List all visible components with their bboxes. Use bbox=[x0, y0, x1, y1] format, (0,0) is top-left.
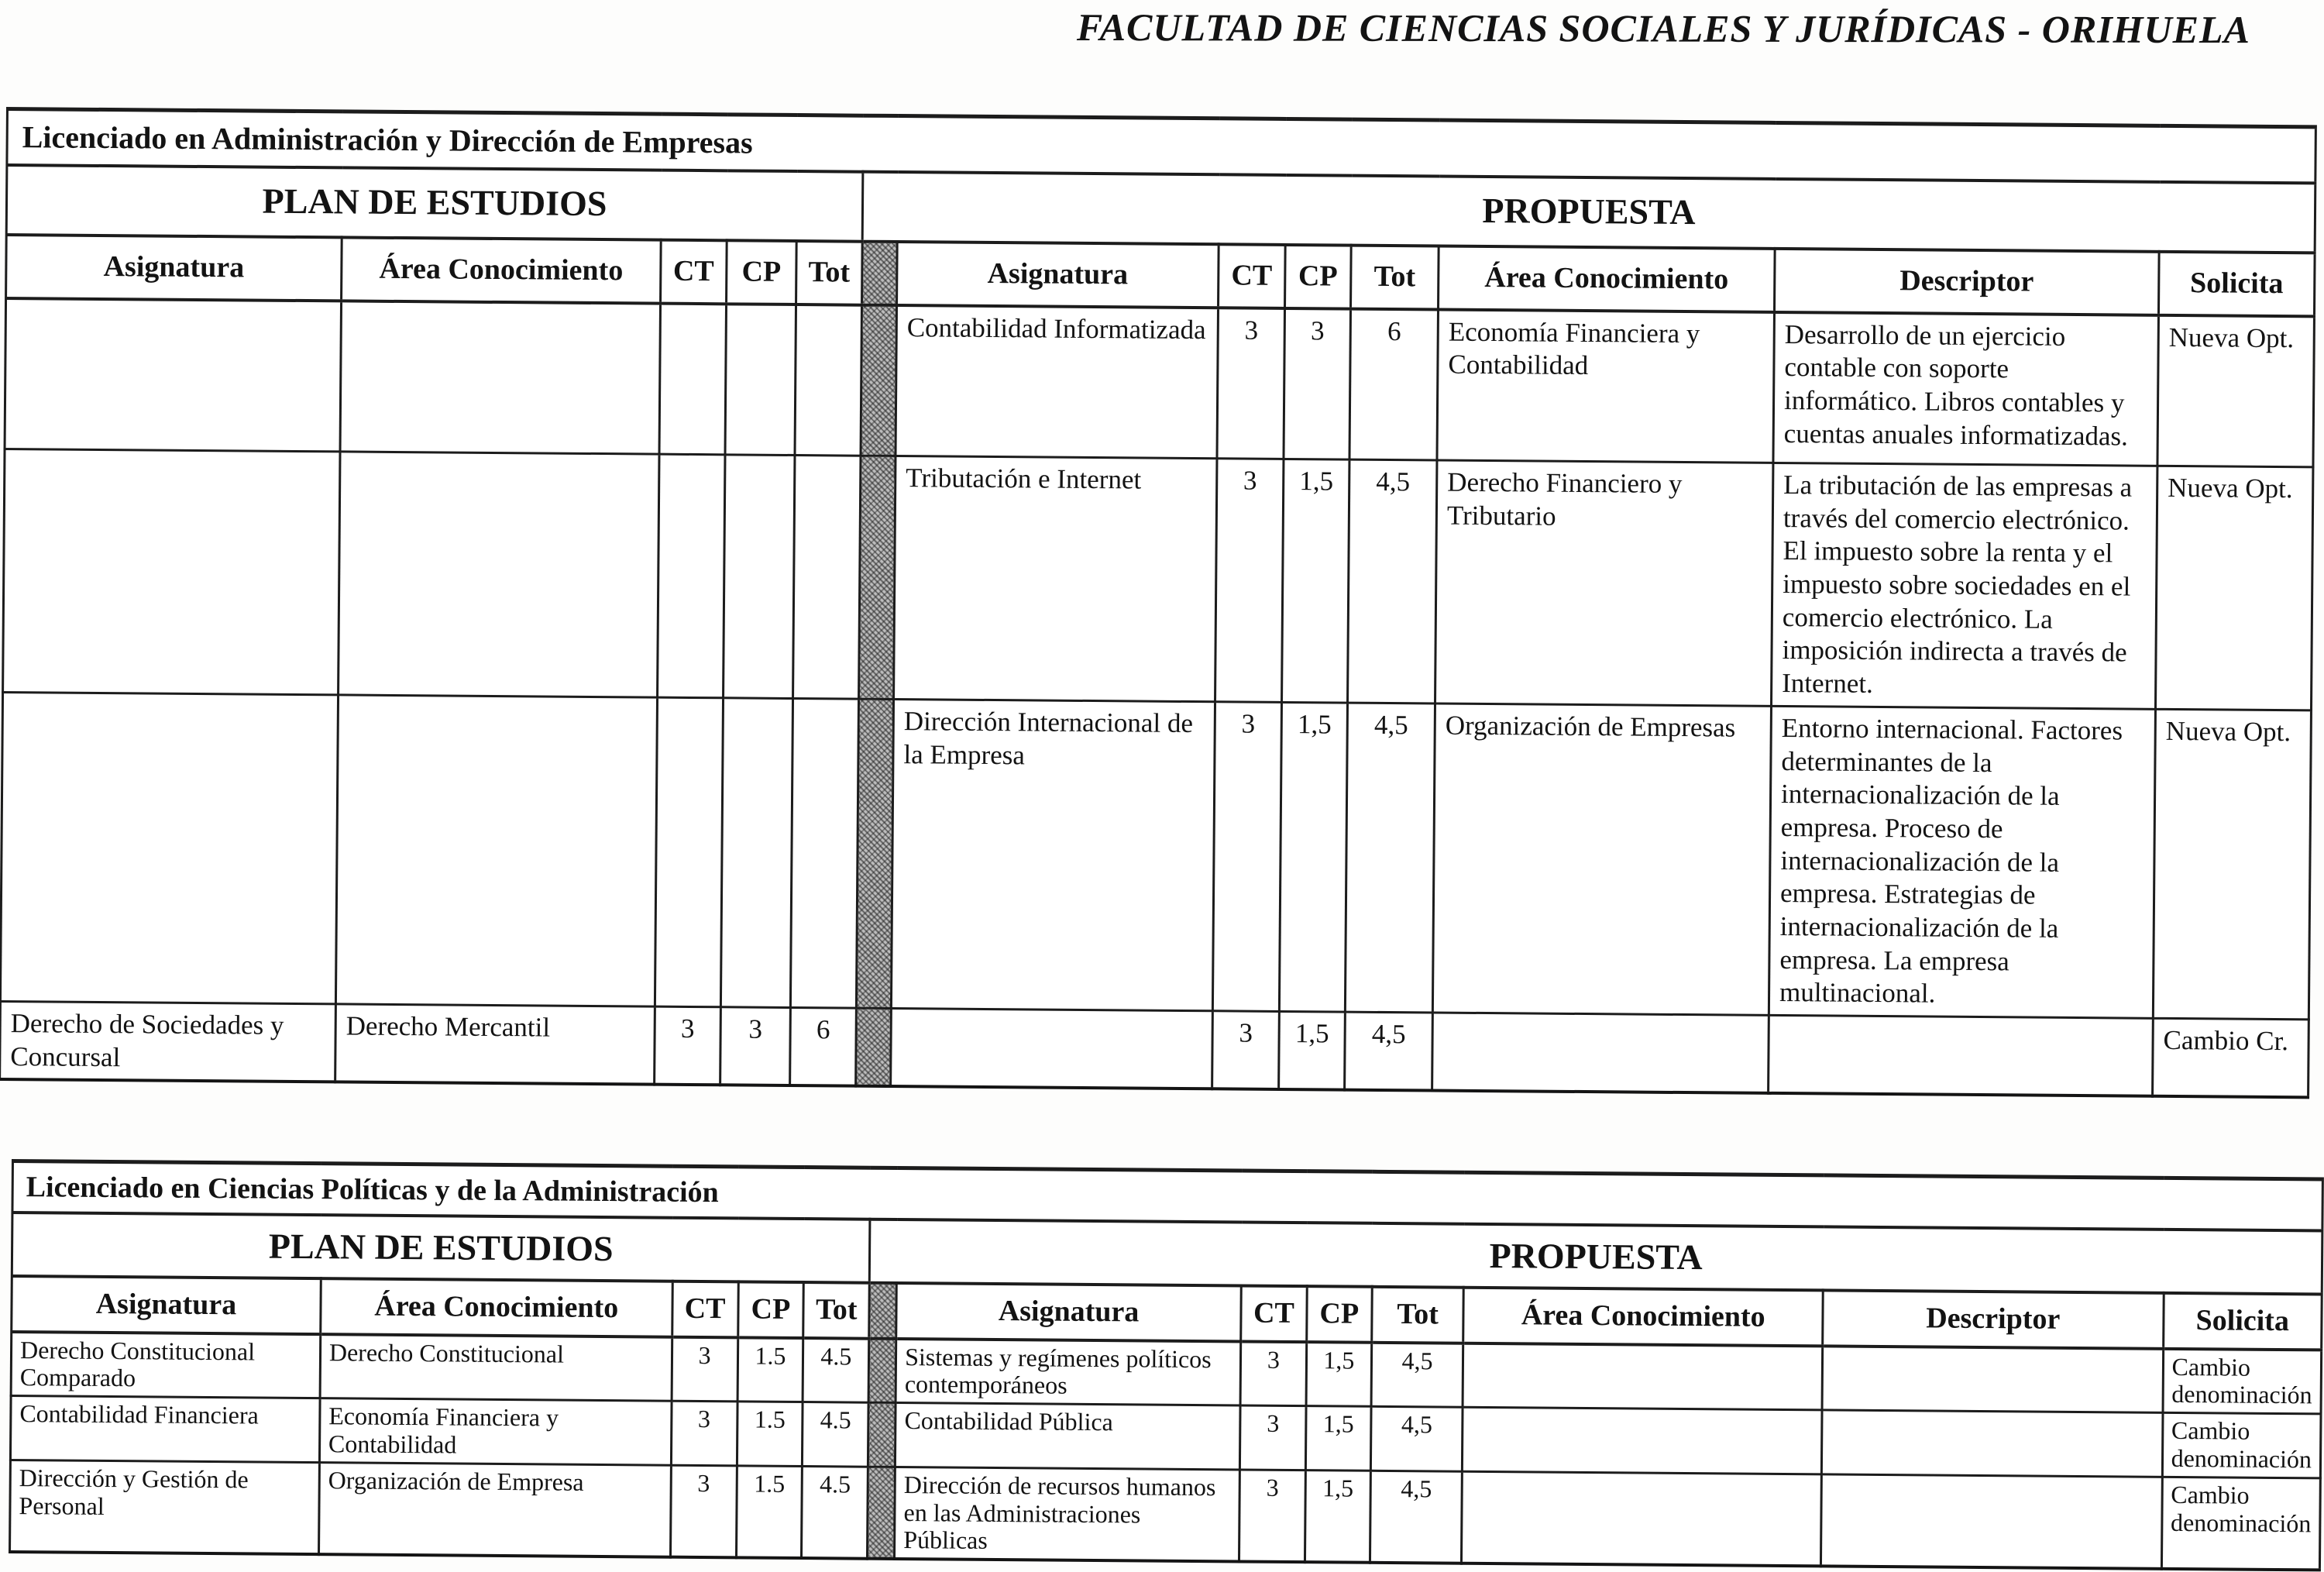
plan-ct-cell: 3 bbox=[670, 1465, 737, 1558]
degree-table-ciencias-politicas bbox=[9, 1159, 2324, 1572]
divider-strip bbox=[868, 1338, 896, 1402]
prop-cp-cell: 3 bbox=[1284, 308, 1351, 459]
prop-solicita-cell: Cambio denominación bbox=[2163, 1348, 2322, 1414]
prop-asignatura-cell: Contabilidad Pública bbox=[896, 1403, 1240, 1470]
divider-strip bbox=[862, 241, 898, 304]
plan-cp-header: CP bbox=[727, 240, 797, 304]
prop-tot-header: Tot bbox=[1351, 245, 1439, 309]
divider-strip bbox=[869, 1282, 896, 1338]
table-row bbox=[0, 692, 2311, 1020]
divider-strip bbox=[868, 1402, 896, 1467]
prop-descriptor-cell: La tributación de las empresas a través del comercio electrónico. El impuesto sobre la renta y el impuesto sobre sociedades en el comercio electrónico. La imposición indirecta a través de Internet. bbox=[1771, 463, 2157, 709]
table-1-wrapper bbox=[0, 107, 2317, 1099]
prop-cp-cell: 1,5 bbox=[1306, 1342, 1372, 1407]
plan-area-cell bbox=[335, 695, 657, 1006]
prop-tot-cell: 4,5 bbox=[1348, 459, 1437, 703]
prop-ct-header: CT bbox=[1241, 1285, 1307, 1342]
prop-solicita-header: Solicita bbox=[2158, 251, 2315, 316]
prop-area-cell bbox=[1432, 1013, 1769, 1093]
prop-descriptor-cell: Entorno internacional. Factores determinantes de la internacionalización de la empresa. Proceso de internacionalización de la empresa. Estrategias de internacionalización de la empresa. La empresa multinacional. bbox=[1769, 706, 2155, 1018]
prop-area-header: Área Conocimiento bbox=[1463, 1287, 1823, 1346]
plan-ct-header: CT bbox=[661, 239, 727, 304]
plan-asignatura-cell bbox=[0, 692, 338, 1004]
plan-cp-cell: 1.5 bbox=[737, 1402, 803, 1466]
prop-asignatura-cell: Dirección Internacional de la Empresa bbox=[891, 699, 1215, 1010]
prop-tot-cell: 4,5 bbox=[1370, 1471, 1463, 1563]
degree-title: Licenciado en Ciencias Políticas y de la Administración bbox=[12, 1161, 2322, 1230]
prop-solicita-cell: Cambio denominación bbox=[2162, 1412, 2321, 1477]
prop-area-cell: Organización de Empresas bbox=[1432, 703, 1771, 1016]
plan-asignatura-cell bbox=[5, 298, 342, 452]
divider-strip bbox=[868, 1467, 896, 1559]
plan-area-cell: Derecho Constitucional bbox=[320, 1334, 672, 1402]
prop-area-cell: Economía Financiera y Contabilidad bbox=[1437, 309, 1775, 463]
plan-ct-cell bbox=[658, 454, 725, 697]
plan-asignatura-cell: Derecho de Sociedades y Concursal bbox=[0, 1001, 335, 1082]
prop-ct-cell: 3 bbox=[1212, 702, 1281, 1012]
prop-tot-cell: 4,5 bbox=[1345, 703, 1435, 1013]
plan-cp-cell: 3 bbox=[720, 1007, 791, 1086]
prop-tot-cell: 4,5 bbox=[1345, 1012, 1433, 1091]
plan-area-cell: Derecho Mercantil bbox=[335, 1004, 655, 1085]
prop-cp-cell: 1,5 bbox=[1282, 459, 1349, 702]
prop-ct-cell: 3 bbox=[1239, 1405, 1306, 1470]
prop-solicita-cell: Nueva Opt. bbox=[2153, 709, 2311, 1020]
divider-strip bbox=[856, 1008, 892, 1086]
prop-descriptor-header: Descriptor bbox=[1774, 248, 2159, 315]
plan-ct-cell: 3 bbox=[671, 1401, 737, 1465]
plan-area-cell: Organización de Empresa bbox=[318, 1462, 671, 1557]
prop-area-cell bbox=[1462, 1471, 1822, 1567]
table-row bbox=[10, 1460, 2321, 1570]
table-row bbox=[5, 298, 2314, 467]
plan-area-cell: Economía Financiera y Contabilidad bbox=[319, 1398, 671, 1465]
plan-tot-header: Tot bbox=[803, 1282, 869, 1339]
prop-asignatura-cell bbox=[891, 1009, 1213, 1089]
prop-tot-header: Tot bbox=[1371, 1286, 1463, 1343]
divider-strip bbox=[856, 699, 893, 1009]
prop-cp-cell: 1,5 bbox=[1305, 1470, 1370, 1563]
prop-asignatura-header: Asignatura bbox=[897, 242, 1219, 308]
plan-area-cell bbox=[340, 301, 661, 454]
prop-ct-cell: 3 bbox=[1239, 1470, 1305, 1563]
divider-strip bbox=[861, 304, 897, 456]
plan-cp-cell bbox=[725, 304, 796, 456]
plan-asignatura-cell bbox=[3, 449, 340, 694]
propuesta-section-header: PROPUESTA bbox=[862, 171, 2315, 253]
plan-ct-header: CT bbox=[672, 1281, 737, 1337]
plan-tot-cell bbox=[793, 456, 861, 699]
plan-ct-cell bbox=[655, 697, 723, 1007]
divider-strip bbox=[859, 456, 896, 699]
prop-asignatura-header: Asignatura bbox=[896, 1282, 1241, 1340]
prop-cp-cell: 1,5 bbox=[1279, 1011, 1346, 1090]
plan-section-header: PLAN DE ESTUDIOS bbox=[6, 165, 863, 242]
prop-tot-cell: 4,5 bbox=[1371, 1342, 1463, 1407]
plan-tot-cell: 6 bbox=[790, 1007, 857, 1086]
prop-solicita-cell: Cambio Cr. bbox=[2153, 1018, 2309, 1097]
plan-area-cell bbox=[339, 452, 659, 697]
table-row bbox=[3, 449, 2313, 710]
plan-asignatura-cell: Contabilidad Financiera bbox=[10, 1396, 320, 1463]
plan-asignatura-header: Asignatura bbox=[6, 235, 342, 301]
prop-cp-header: CP bbox=[1307, 1286, 1372, 1343]
plan-area-header: Área Conocimiento bbox=[321, 1278, 672, 1337]
plan-asignatura-cell: Dirección y Gestión de Personal bbox=[10, 1460, 320, 1554]
prop-asignatura-cell: Tributación e Internet bbox=[894, 456, 1217, 702]
plan-cp-cell bbox=[720, 698, 792, 1008]
prop-cp-header: CP bbox=[1285, 244, 1352, 308]
plan-tot-cell bbox=[790, 698, 858, 1008]
plan-cp-cell bbox=[724, 455, 795, 699]
prop-cp-cell: 1,5 bbox=[1305, 1406, 1371, 1471]
prop-ct-cell: 3 bbox=[1212, 1011, 1280, 1090]
prop-descriptor-cell bbox=[1821, 1410, 2162, 1477]
prop-descriptor-cell: Desarrollo de un ejercicio contable con soporte informático. Libros contables y cuentas anuales informatizadas. bbox=[1773, 311, 2159, 466]
prop-ct-header: CT bbox=[1219, 244, 1286, 308]
plan-tot-header: Tot bbox=[796, 241, 863, 305]
degree-table-administracion bbox=[0, 107, 2317, 1099]
prop-tot-cell: 6 bbox=[1349, 308, 1439, 460]
table-2-wrapper bbox=[9, 1159, 2324, 1572]
propuesta-section-header: PROPUESTA bbox=[870, 1219, 2322, 1294]
prop-solicita-cell: Nueva Opt. bbox=[2155, 466, 2312, 710]
prop-asignatura-cell: Dirección de recursos humanos en las Administraciones Públicas bbox=[895, 1467, 1240, 1561]
page-title: FACULTAD DE CIENCIAS SOCIALES Y JURÍDICAS - ORIHUELA bbox=[1076, 5, 2250, 52]
plan-ct-cell: 3 bbox=[655, 1006, 721, 1085]
prop-area-cell bbox=[1463, 1407, 1822, 1474]
plan-asignatura-cell: Derecho Constitucional Comparado bbox=[11, 1332, 321, 1398]
plan-tot-cell: 4.5 bbox=[803, 1402, 869, 1467]
prop-solicita-header: Solicita bbox=[2163, 1292, 2322, 1350]
prop-asignatura-cell: Sistemas y regímenes políticos contemporáneos bbox=[896, 1338, 1240, 1405]
plan-cp-cell: 1.5 bbox=[737, 1337, 804, 1402]
prop-ct-cell: 3 bbox=[1217, 308, 1285, 459]
plan-section-header: PLAN DE ESTUDIOS bbox=[12, 1213, 870, 1283]
prop-solicita-cell: Nueva Opt. bbox=[2157, 315, 2315, 467]
degree-title: Licenciado en Administración y Dirección de Empresas bbox=[7, 109, 2315, 183]
plan-tot-cell: 4.5 bbox=[803, 1338, 869, 1403]
plan-tot-cell: 4.5 bbox=[802, 1466, 868, 1559]
prop-tot-cell: 4,5 bbox=[1370, 1406, 1463, 1471]
plan-ct-cell bbox=[659, 303, 727, 455]
plan-ct-cell: 3 bbox=[672, 1336, 738, 1402]
prop-area-cell bbox=[1463, 1343, 1822, 1410]
prop-descriptor-cell bbox=[1822, 1346, 2163, 1413]
prop-descriptor-cell bbox=[1769, 1015, 2154, 1096]
prop-descriptor-cell bbox=[1821, 1474, 2162, 1569]
plan-area-header: Área Conocimiento bbox=[342, 237, 662, 303]
prop-cp-cell: 1,5 bbox=[1279, 702, 1347, 1012]
prop-solicita-cell: Cambio denominación bbox=[2161, 1477, 2320, 1570]
plan-asignatura-header: Asignatura bbox=[12, 1276, 321, 1334]
prop-ct-cell: 3 bbox=[1215, 459, 1284, 702]
prop-area-cell: Derecho Financiero y Tributario bbox=[1435, 460, 1773, 706]
plan-cp-cell: 1.5 bbox=[736, 1466, 803, 1559]
prop-descriptor-header: Descriptor bbox=[1823, 1290, 2164, 1348]
prop-asignatura-cell: Contabilidad Informatizada bbox=[896, 305, 1219, 459]
plan-cp-header: CP bbox=[737, 1281, 803, 1338]
plan-tot-cell bbox=[795, 304, 862, 456]
prop-ct-cell: 3 bbox=[1240, 1341, 1307, 1406]
prop-area-header: Área Conocimiento bbox=[1439, 246, 1776, 311]
